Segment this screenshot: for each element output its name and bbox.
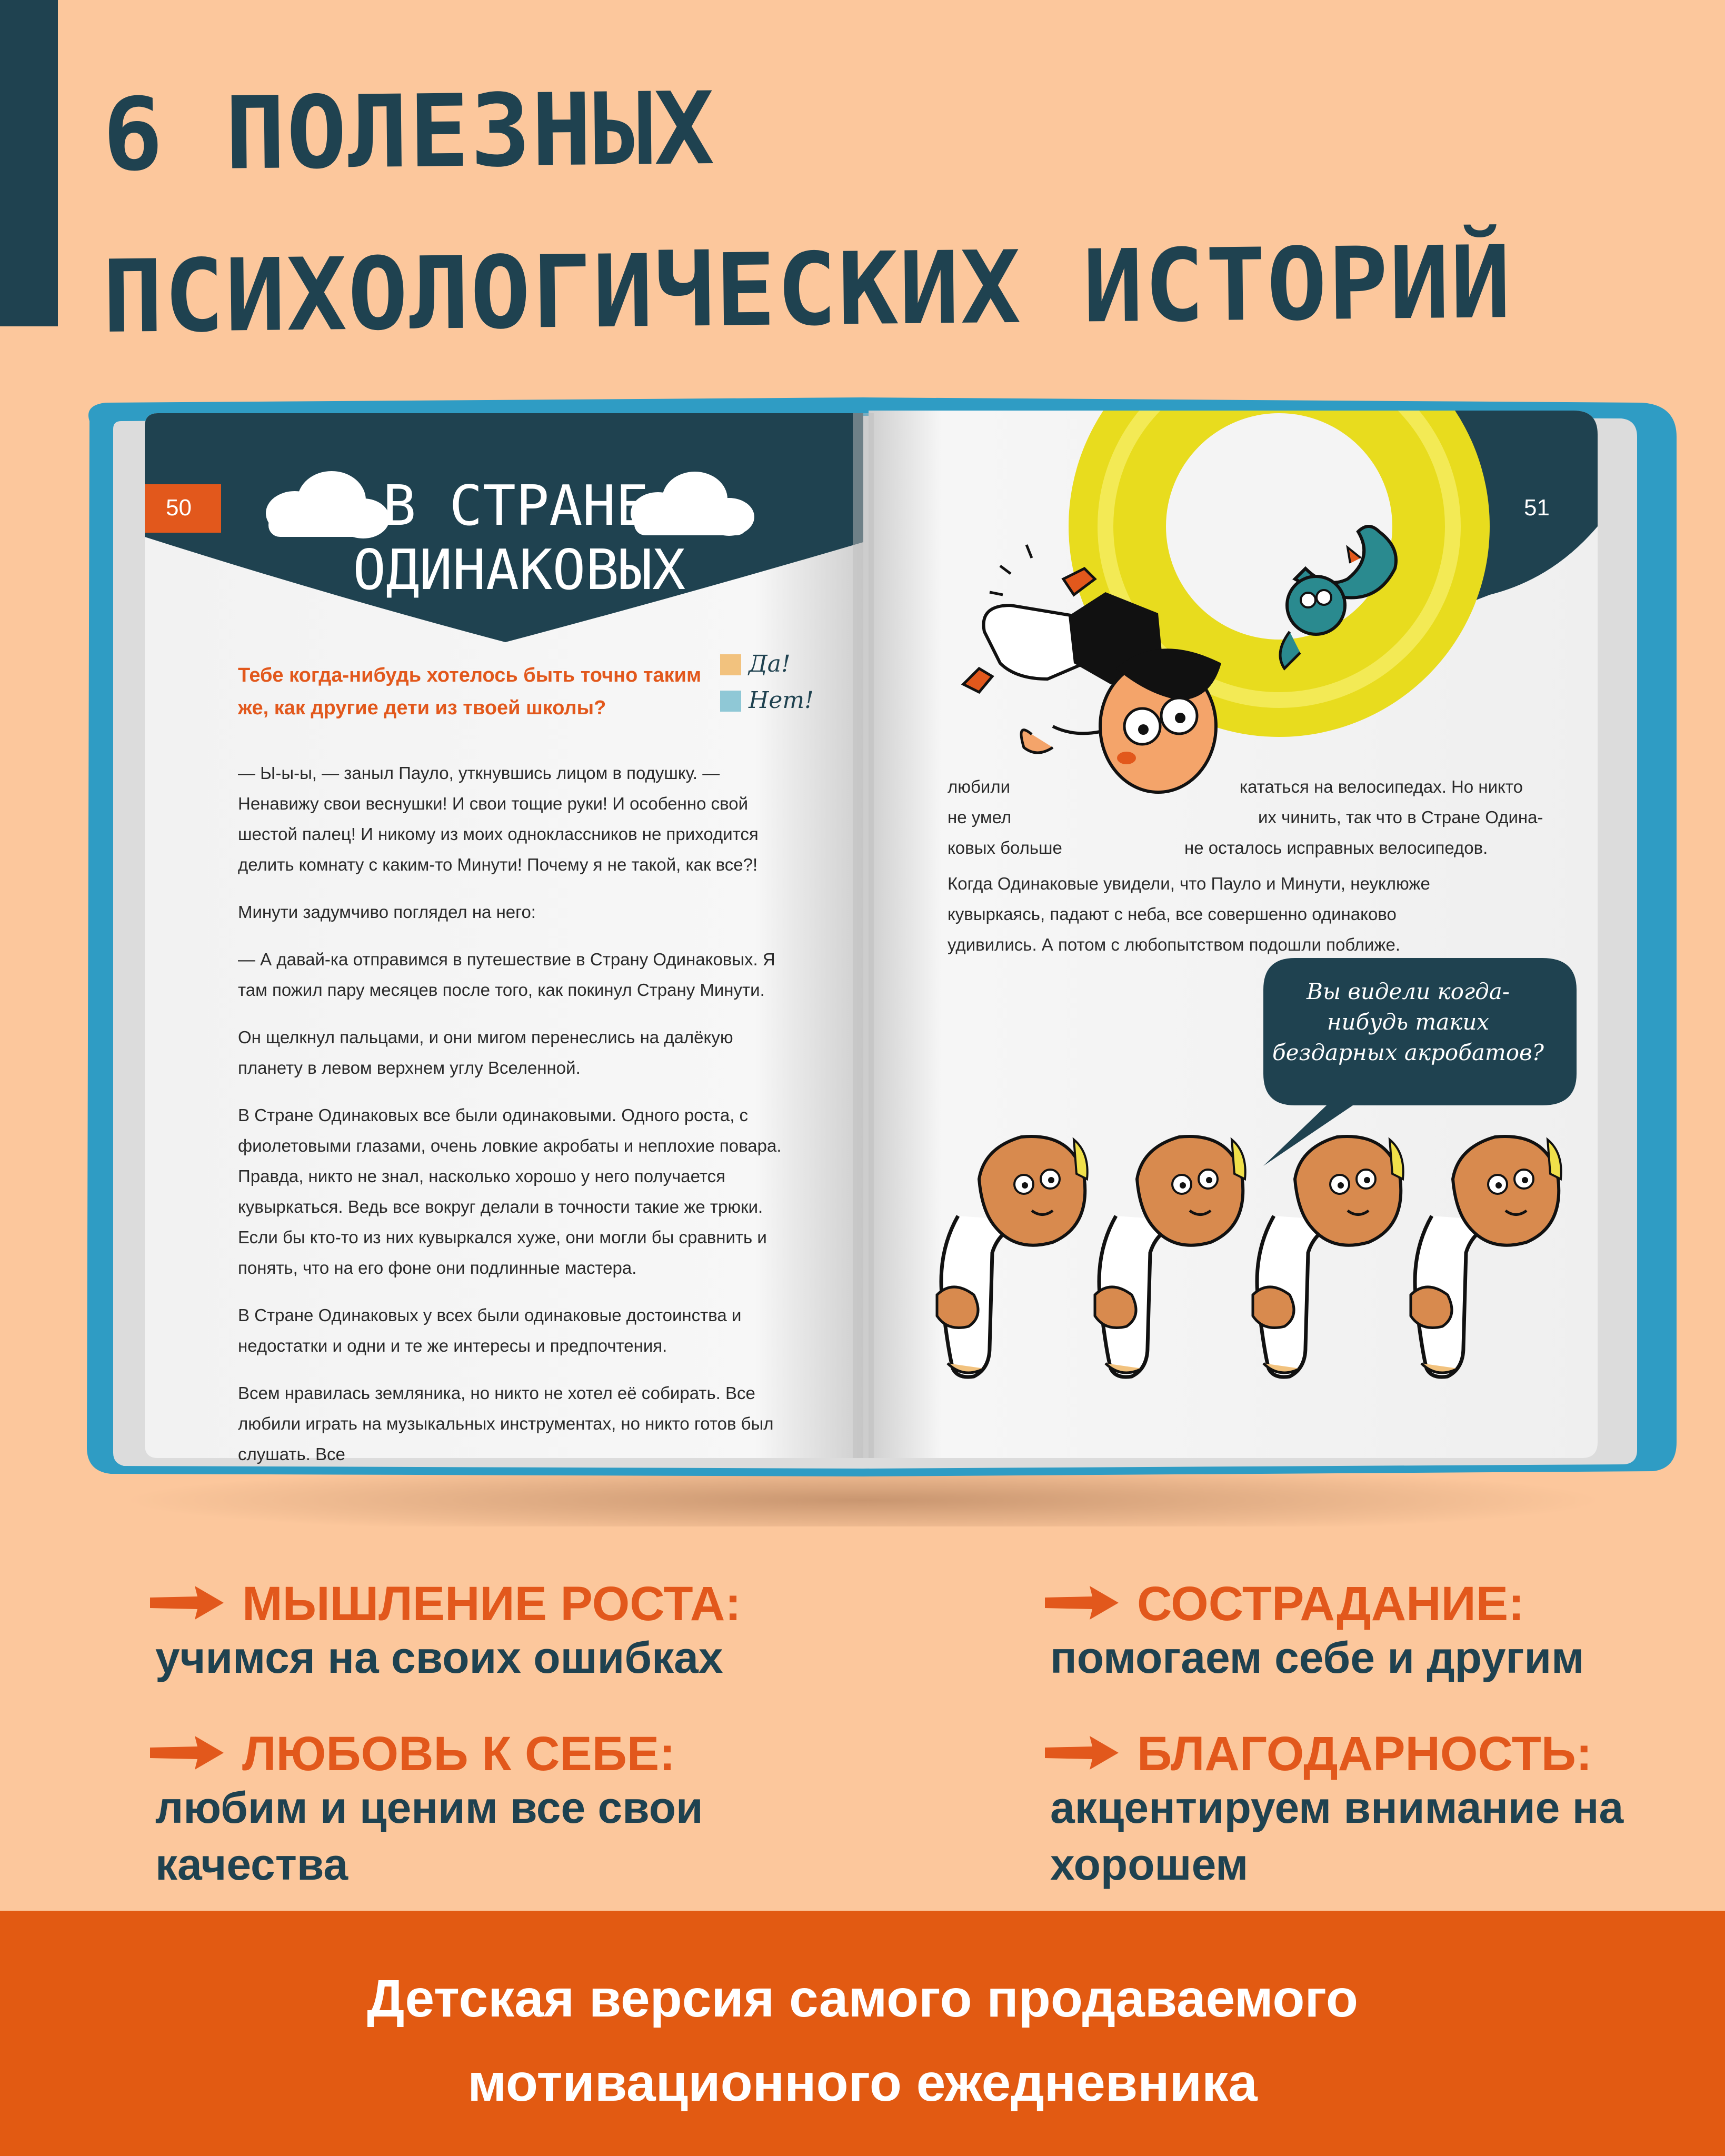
speech-bubble-text: Вы видели когда-нибудь таких бездарных акробатов?: [1272, 979, 1544, 1065]
arrow-right-icon: [147, 1582, 226, 1624]
feature-desc-gratitude: акцентируем внимание на хорошем: [1050, 1783, 1624, 1889]
book-spine-shadow: [853, 413, 874, 1458]
feature-title-gratitude: БЛАГОДАРНОСТЬ:: [1137, 1727, 1592, 1781]
choice-yes-swatch: [720, 654, 741, 675]
paragraph: — А давай-ка отправимся в путешествие в Страну Одинаковых. Я там пожил пару месяцев после того, как покинул Страну Минути.: [238, 950, 775, 1000]
arrow-right-icon: [1042, 1582, 1121, 1624]
paragraph: Всем нравилась земляника, но никто не хотел её собирать. Все любили играть на музыкальных инструментах, но никто готов был слушать. Все: [238, 1383, 774, 1464]
feature-desc-growth: учимся на своих ошибках: [155, 1633, 723, 1682]
right-page-paragraph: Когда Одинаковые увидели, что Пауло и Минути, неуклюже кувыркаясь, падают с неба, все совершенно одинаково удивились. А потом с любопытством подошли поближе.: [948, 874, 1430, 954]
wrap-line-left: любили: [948, 777, 1011, 796]
choice-no-swatch: [720, 691, 741, 712]
choice-yes-label: Да!: [749, 651, 791, 677]
wrap-line-right: кататься на велосипедах. Но никто: [1240, 777, 1523, 796]
headline-line-1: 6 ПОЛЕЗНЫХ: [102, 70, 716, 194]
wrap-line-right: не осталось исправных велосипедов.: [1184, 838, 1488, 857]
paragraph: Он щелкнул пальцами, и они мигом перенеслись на далёкую планету в левом верхнем углу Вселенной.: [238, 1027, 733, 1077]
feature-title-compassion: СОСТРАДАНИЕ:: [1137, 1577, 1524, 1631]
paragraph: В Стране Одинаковых у всех были одинаковые достоинства и недостатки и одни и те же интересы и предпочтения.: [238, 1305, 742, 1355]
wrap-line-left: ковых больше: [948, 838, 1062, 857]
intro-question: Тебе когда-нибудь хотелось быть точно таким же, как другие дети из твоей школы?: [238, 664, 702, 719]
footer-line-2: мотивационного ежедневника: [467, 2053, 1258, 2112]
headline-line-2: ПСИХОЛОГИЧЕСКИХ ИСТОРИЙ: [102, 224, 1513, 356]
paragraph: — Ы-ы-ы, — заныл Пауло, уткнувшись лицом в подушку. — Ненавижу свои веснушки! И свои тощие руки! И особенно свой шестой палец! И никому из моих одноклассников не приходится делить комнату с каким-то Минути! Почему я не такой, как все?!: [238, 763, 759, 874]
paragraph: В Стране Одинаковых все были одинаковыми. Одного роста, с фиолетовыми глазами, очень ловкие акробаты и неплохие повара. Правда, никто не знал, насколько хорошо у него получается кувыркаться. Ведь все вокруг делали в точности такие же трюки. Если бы кто-то из них кувыркался хуже, они могли бы сравнить и понять, что на его фоне они подлинные мастера.: [238, 1105, 782, 1277]
arrow-right-icon: [147, 1732, 226, 1774]
feature-title-growth: МЫШЛЕНИЕ РОСТА:: [242, 1577, 741, 1631]
paragraph: Минути задумчиво поглядел на него:: [238, 902, 536, 922]
feature-title-self-love: ЛЮБОВЬ К СЕБЕ:: [242, 1727, 675, 1781]
page-number-left: 50: [166, 495, 192, 521]
feature-desc-compassion: помогаем себе и другим: [1050, 1633, 1584, 1682]
page-number-right: 51: [1524, 495, 1550, 521]
wrap-line-right: их чинить, так что в Стране Одина-: [1258, 807, 1543, 827]
left-page-body: [238, 758, 792, 1486]
arrow-right-icon: [1042, 1732, 1121, 1774]
footer-banner: [0, 1911, 1725, 2156]
wrap-line-left: не умел: [948, 807, 1012, 827]
sun-center: [1166, 413, 1392, 640]
chapter-title: В СТРАНЕ ОДИНАКОВЫХ: [353, 474, 686, 602]
feature-desc-self-love: любим и ценим все свои качества: [155, 1783, 703, 1889]
choice-no-label: Нет!: [749, 687, 814, 714]
footer-line-1: Детская версия самого продаваемого: [367, 1969, 1358, 2028]
